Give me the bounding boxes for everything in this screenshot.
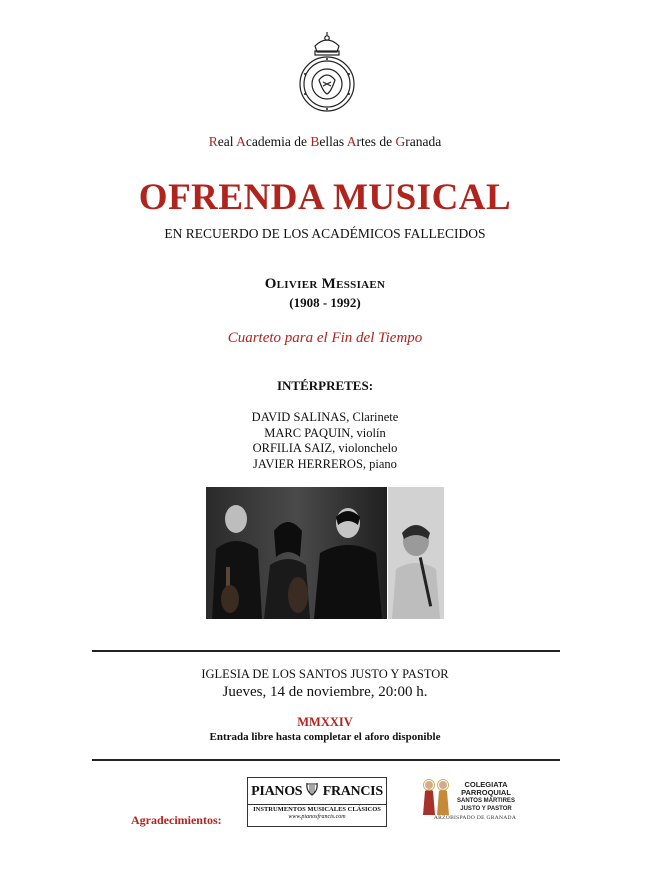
event-date: Jueves, 14 de noviembre, 20:00 h. bbox=[222, 684, 428, 700]
colegiata-line: PARROQUIAL bbox=[461, 788, 511, 797]
performer-item: DAVID SALINAS, Clarinete bbox=[251, 410, 399, 424]
colegiata-line: COLEGIATA bbox=[464, 780, 508, 789]
saints-icon bbox=[420, 779, 452, 815]
event-subtitle: EN RECUERDO DE LOS ACADÉMICOS FALLECIDOS bbox=[164, 226, 486, 241]
academy-word: cademia de bbox=[245, 134, 311, 149]
academy-word: ellas bbox=[319, 134, 347, 149]
composer-years: (1908 - 1992) bbox=[289, 295, 361, 310]
academy-name bbox=[0, 134, 650, 150]
venue: IGLESIA DE LOS SANTOS JUSTO Y PASTOR bbox=[201, 667, 449, 681]
academy-initial: A bbox=[346, 134, 357, 149]
performers-list bbox=[0, 410, 650, 472]
academy-initial: B bbox=[310, 134, 320, 149]
lyre-icon bbox=[305, 781, 319, 797]
pianos-francis-url: www.pianosfrancis.com bbox=[288, 814, 346, 820]
colegiata-line: JUSTO Y PASTOR bbox=[460, 806, 512, 812]
academy-seal-icon bbox=[293, 30, 361, 114]
pianos-francis-logo bbox=[247, 777, 387, 827]
academy-word: ranada bbox=[405, 134, 442, 149]
pianos-francis-name-left: PIANOS bbox=[251, 784, 303, 799]
event-year: MMXXIV bbox=[297, 715, 353, 729]
academy-word: rtes de bbox=[356, 134, 396, 149]
colegiata-logo bbox=[420, 777, 520, 823]
colegiata-name bbox=[453, 781, 519, 813]
colegiata-subtitle: ARZOBISPADO DE GRANADA bbox=[433, 815, 517, 821]
acknowledgements-label: Agradecimientos: bbox=[131, 813, 222, 827]
performers-heading: INTÉRPRETES: bbox=[276, 378, 374, 393]
pianos-francis-name bbox=[248, 781, 386, 800]
work-title: Cuarteto para el Fin del Tiempo bbox=[227, 330, 423, 346]
divider bbox=[92, 650, 560, 652]
divider bbox=[92, 759, 560, 761]
composer-name: Olivier Messiaen bbox=[264, 276, 386, 292]
performer-item: ORFILIA SAIZ, violonchelo bbox=[252, 441, 398, 455]
pianos-francis-subtitle: INSTRUMENTOS MUSICALES CLÁSICOS bbox=[248, 804, 386, 813]
pianos-francis-name-right: FRANCIS bbox=[322, 784, 383, 799]
academy-initial: R bbox=[208, 134, 218, 149]
pianist-photo bbox=[388, 487, 444, 619]
colegiata-line: SANTOS MÁRTIRES bbox=[457, 798, 515, 804]
entry-note: Entrada libre hasta completar el aforo disponible bbox=[209, 731, 441, 743]
academy-initial: A bbox=[236, 134, 246, 149]
ensemble-photo bbox=[206, 487, 387, 619]
performer-item: JAVIER HERREROS, piano bbox=[253, 456, 397, 471]
performer-item: MARC PAQUIN, violín bbox=[264, 425, 386, 440]
academy-initial: G bbox=[395, 134, 406, 149]
event-title: OFRENDA MUSICAL bbox=[138, 177, 512, 218]
academy-word: eal bbox=[217, 134, 237, 149]
